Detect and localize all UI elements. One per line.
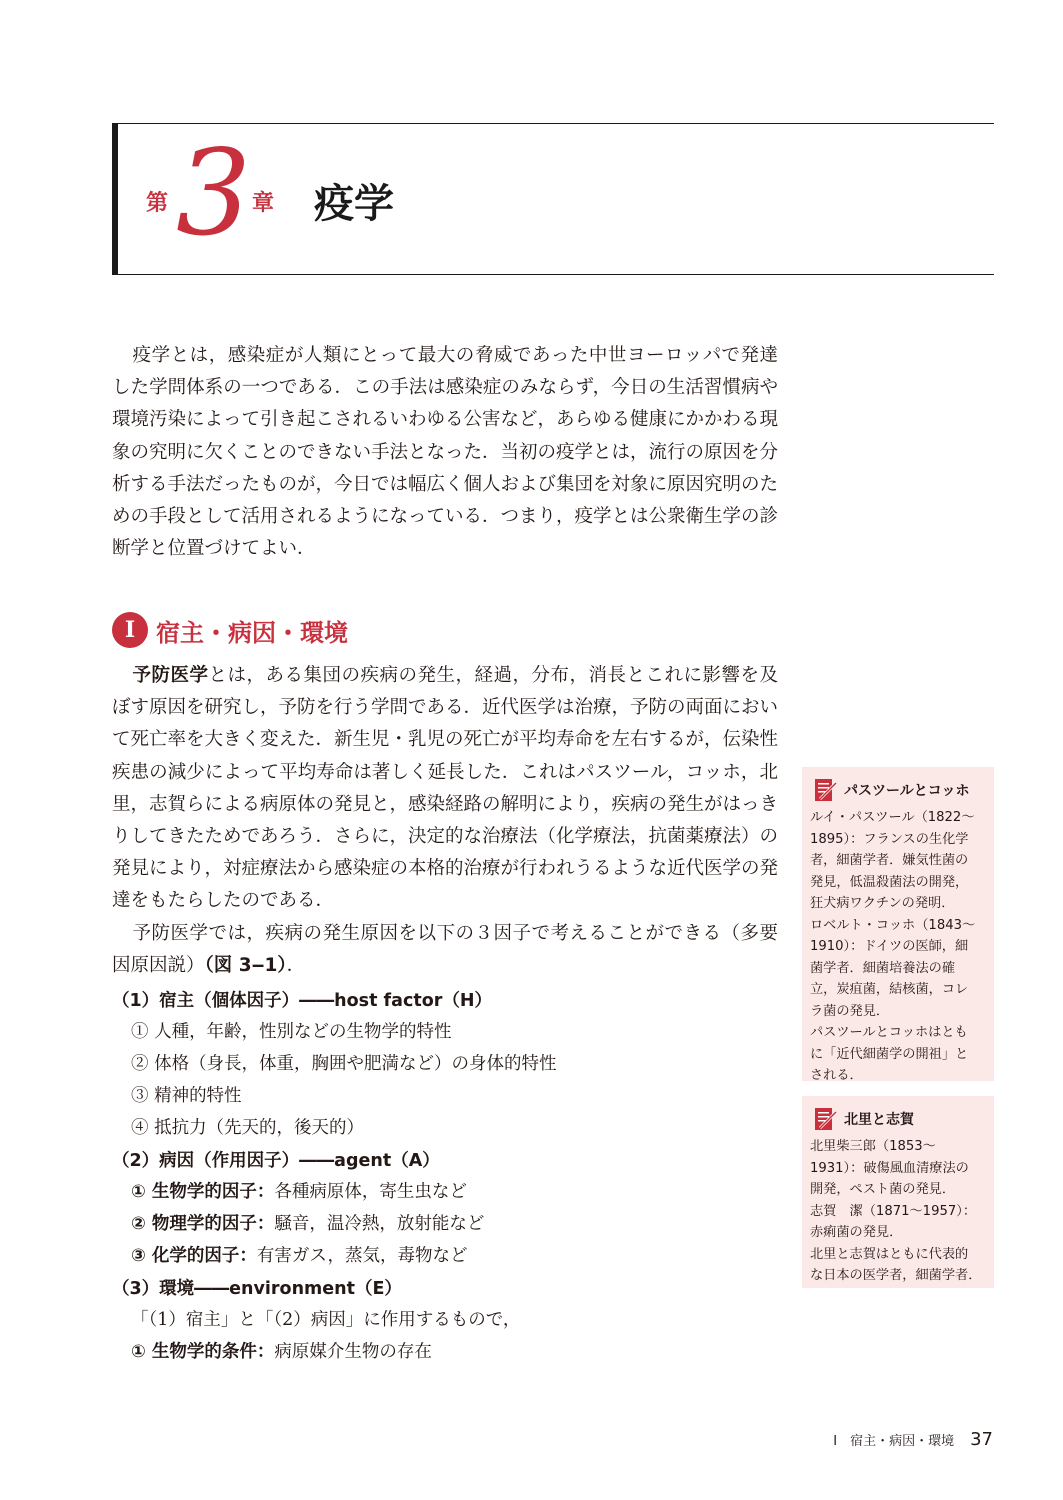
sidebar-title: パスツールとコッホ xyxy=(844,783,970,799)
figure-reference: （図 3‒1） xyxy=(204,955,287,977)
list-note: 「（1）宿主」と「（2）病因」に作用するもので， xyxy=(131,1310,521,1330)
intro-paragraph xyxy=(112,340,778,565)
page-footer xyxy=(833,1429,993,1450)
notebook-pen-icon xyxy=(812,1106,838,1132)
body-paragraph-2 xyxy=(112,918,778,982)
section-badge: I xyxy=(112,612,148,648)
section-heading xyxy=(112,612,348,648)
list-item: ③ 化学的因子：有害ガス，蒸気，毒物など xyxy=(131,1246,468,1266)
sidebar-body: 北里柴三郎（1853～ 1931）：破傷風血清療法の 開発，ペスト菌の発見． 志賀 潔（1871～1957）： 赤痢菌の発見． 北里と志賀はともに代表的 な日本の医学者，細菌学者． xyxy=(810,1139,982,1283)
body-paragraph-2-end: ． xyxy=(286,955,306,977)
chapter-prefix: 第 xyxy=(146,191,169,216)
list-item: ① 人種，年齢，性別などの生物学的特性 xyxy=(131,1022,452,1042)
chapter-header xyxy=(112,123,994,275)
sidebar-note-kitasato-shiga xyxy=(802,1096,994,1288)
list-heading-environment: （3）環境――environment（E） xyxy=(112,1279,402,1299)
list-heading-agent: （2）病因（作用因子）――agent（A） xyxy=(112,1151,440,1171)
chapter-title: 疫学 xyxy=(314,181,394,227)
key-term: 予防医学 xyxy=(132,665,209,686)
page-number: 37 xyxy=(970,1429,993,1450)
body-paragraph-1 xyxy=(112,660,778,918)
body-paragraph-1-text: とは，ある集団の疾病の発生，経過，分布，消長とこれに影響を及ぼす原因を研究し，予防を行う学問である．近代医学は治療，予防の両面において死亡率を大きく変えた．新生児・乳児の死亡が平均寿命を左右するが，伝染性疾患の減少によって平均寿命は著しく延長した．これはパスツール，コッホ，北里，志賀らによる病原体の発見と，感染経路の解明により，疾病の発生がはっきりしてきたためであろう．さらに，決定的な治療法（化学療法，抗菌薬療法）の発見により，対症療法から感染症の本格的治療が行われうるような近代医学の発達をもたらしたのである． xyxy=(112,665,779,912)
sidebar-header xyxy=(802,1096,994,1136)
chapter-suffix: 章 xyxy=(252,191,275,216)
notebook-pen-icon xyxy=(812,777,838,803)
section-title: 宿主・病因・環境 xyxy=(156,618,348,647)
list-item: ② 体格（身長，体重，胸囲や肥満など）の身体的特性 xyxy=(131,1054,557,1074)
running-footer-section: I 宿主・病因・環境 xyxy=(833,1434,955,1449)
list-item: ④ 抵抗力（先天的，後天的） xyxy=(131,1118,365,1138)
intro-text: 疫学とは，感染症が人類にとって最大の脅威であった中世ヨーロッパで発達した学問体系の一つである．この手法は感染症のみならず，今日の生活習慣病や環境汚染によって引き起こされるいわゆる公害など，あらゆる健康にかかわる現象の究明に欠くことのできない手法となった．当初の疫学とは，流行の原因を分析する手法だったものが，今日では幅広く個人および集団を対象に原因究明のための手段として活用されるようになっている．つまり，疫学とは公衆衛生学の診断学と位置づけてよい． xyxy=(112,345,779,560)
sidebar-body: ルイ・パスツール（1822～ 1895）：フランスの生化学 者，細菌学者．嫌気性菌の 発見，低温殺菌法の開発， 狂犬病ワクチンの発明． ロベルト・コッホ（1843～ 1910）：ドイツの医師，細 菌学者．細菌培養法の確 立，炭疽菌，結核菌，コレ ラ菌の発見． パスツールとコッホはとも に「近代細菌学の開祖」と される． xyxy=(810,810,976,1083)
chapter-number: 3 xyxy=(176,124,252,262)
list-item: ③ 精神的特性 xyxy=(131,1086,242,1106)
sidebar-note-pasteur-koch xyxy=(802,767,994,1081)
list-heading-host: （1）宿主（個体因子）――host factor（H） xyxy=(112,991,492,1011)
body-paragraph-2-text: 予防医学では，疾病の発生原因を以下の３因子で考えることができる（多要因原因説） xyxy=(112,923,778,977)
list-item: ② 物理学的因子：騒音，温冷熱，放射能など xyxy=(131,1214,485,1234)
list-item: ① 生物学的条件：病原媒介生物の存在 xyxy=(131,1342,432,1362)
list-item: ① 生物学的因子：各種病原体，寄生虫など xyxy=(131,1182,467,1202)
sidebar-title: 北里と志賀 xyxy=(844,1112,914,1128)
sidebar-header xyxy=(802,767,994,807)
